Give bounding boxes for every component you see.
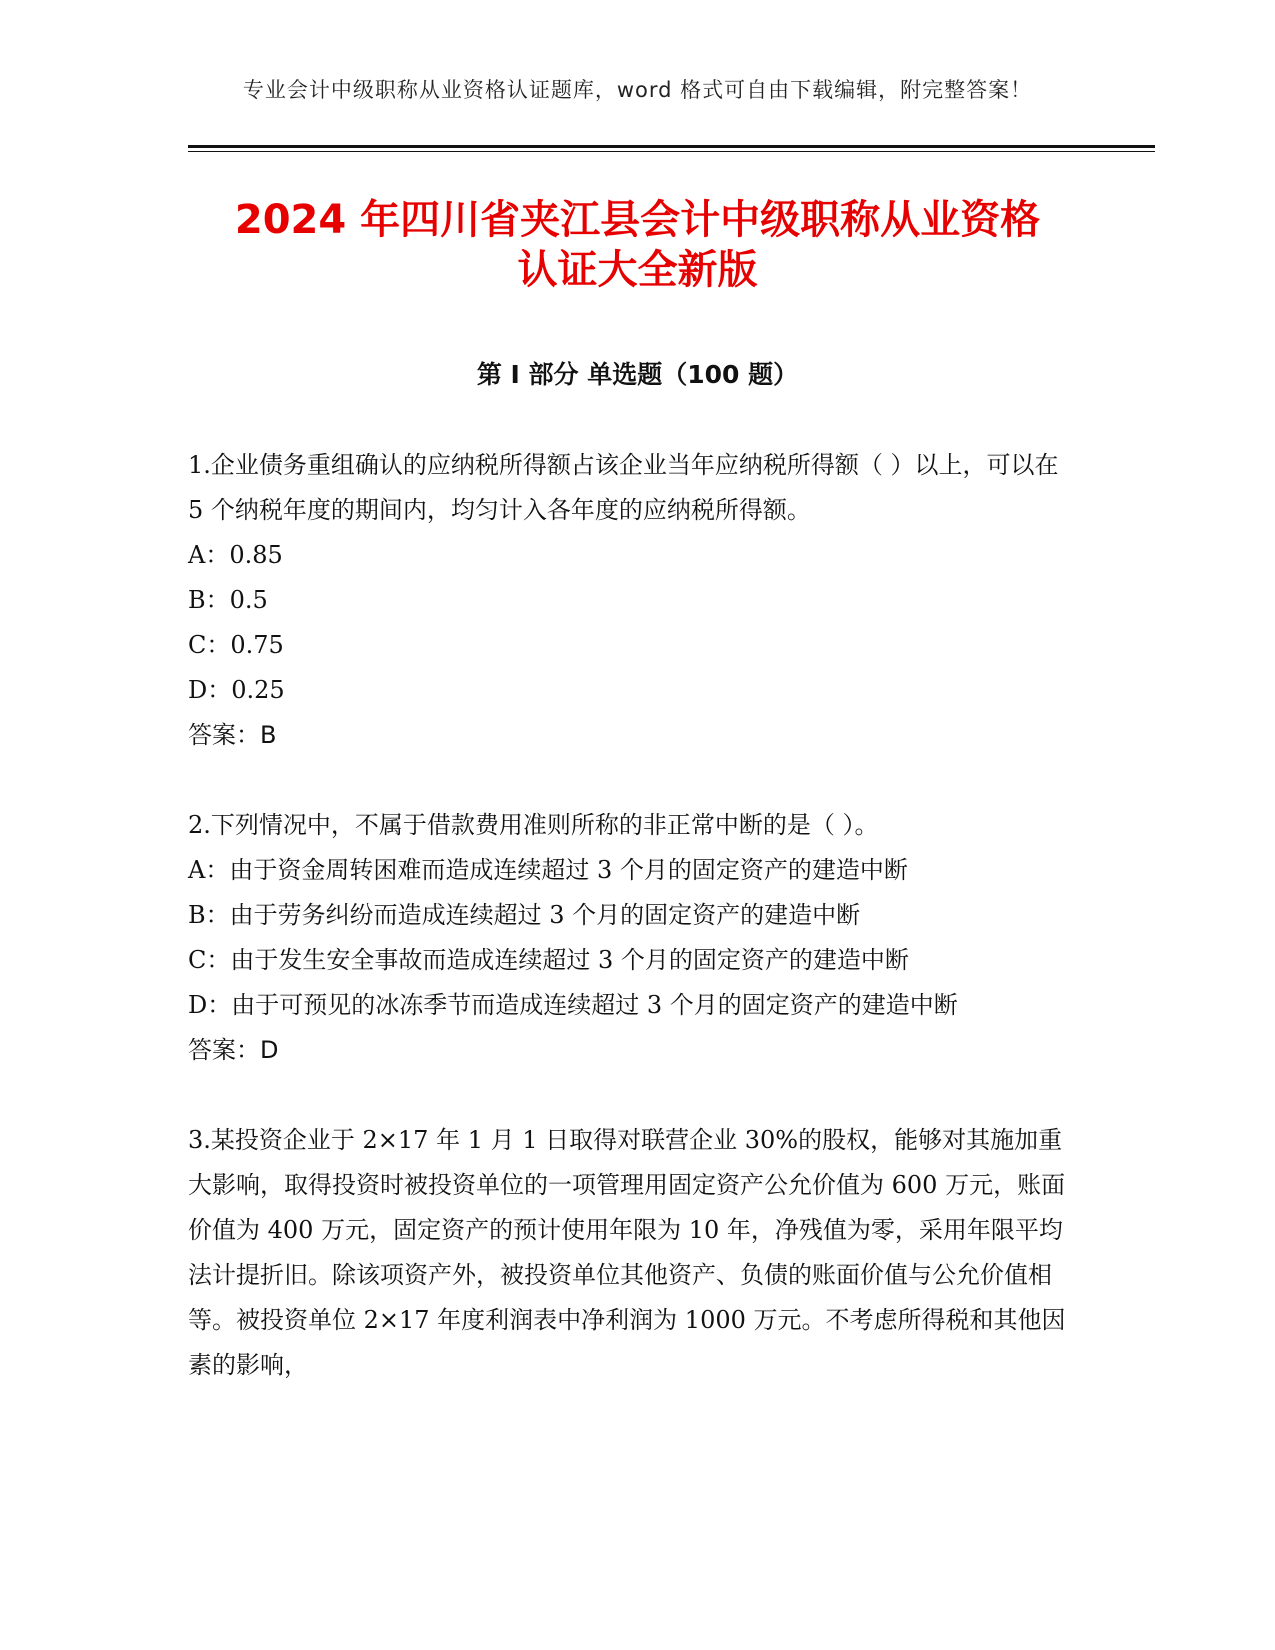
question-2 [188, 803, 1078, 1073]
answer-label: 答案：D [188, 1036, 279, 1064]
document-title-line-1: 2024 年四川省夹江县会计中级职称从业资格 [234, 197, 1041, 243]
document-title-line-2: 认证大全新版 [517, 247, 758, 293]
header-rule-thick [188, 145, 1155, 148]
header-note: 专业会计中级职称从业资格认证题库，word 格式可自由下载编辑，附完整答案！ [242, 78, 1033, 102]
question-stem: 2.下列情况中，不属于借款费用准则所称的非正常中断的是（ ）。 [188, 811, 879, 839]
section-title: 第 I 部分 单选题（100 题） [476, 360, 799, 389]
option-b: B：0.5 [188, 586, 268, 614]
option-b: B：由于劳务纠纷而造成连续超过 3 个月的固定资产的建造中断 [188, 901, 861, 929]
option-a: A：0.85 [188, 541, 283, 569]
option-c: C：由于发生安全事故而造成连续超过 3 个月的固定资产的建造中断 [188, 946, 909, 974]
document-title [150, 195, 1125, 295]
question-stem: 1.企业债务重组确认的应纳税所得额占该企业当年应纳税所得额（ ）以上，可以在 5 个纳税年度的期间内，均匀计入各年度的应纳税所得额。 [188, 451, 1059, 524]
option-d: D：由于可预见的冰冻季节而造成连续超过 3 个月的固定资产的建造中断 [188, 991, 958, 1019]
header-rule-thin [188, 151, 1155, 152]
option-a: A：由于资金周转困难而造成连续超过 3 个月的固定资产的建造中断 [188, 856, 908, 884]
option-c: C：0.75 [188, 631, 284, 659]
answer-label: 答案：B [188, 721, 277, 749]
question-stem: 3.某投资企业于 2×17 年 1 月 1 日取得对联营企业 30%的股权，能够对其施加重大影响，取得投资时被投资单位的一项管理用固定资产公允价值为 600 万元，账面价值为 400 万元，固定资产的预计使用年限为 10 年，净残值为零，采用年限平均法计提折旧。除该项资产外，被投资单位其他资产、负债的账面价值与公允价值相等。被投资单位 2×17 年度利润表中净利润为 1000 万元。不考虑所得税和其他因素的影响， [188, 1126, 1066, 1379]
question-1 [188, 443, 1078, 758]
question-list [188, 443, 1078, 1433]
question-3 [188, 1118, 1078, 1388]
option-d: D：0.25 [188, 676, 285, 704]
